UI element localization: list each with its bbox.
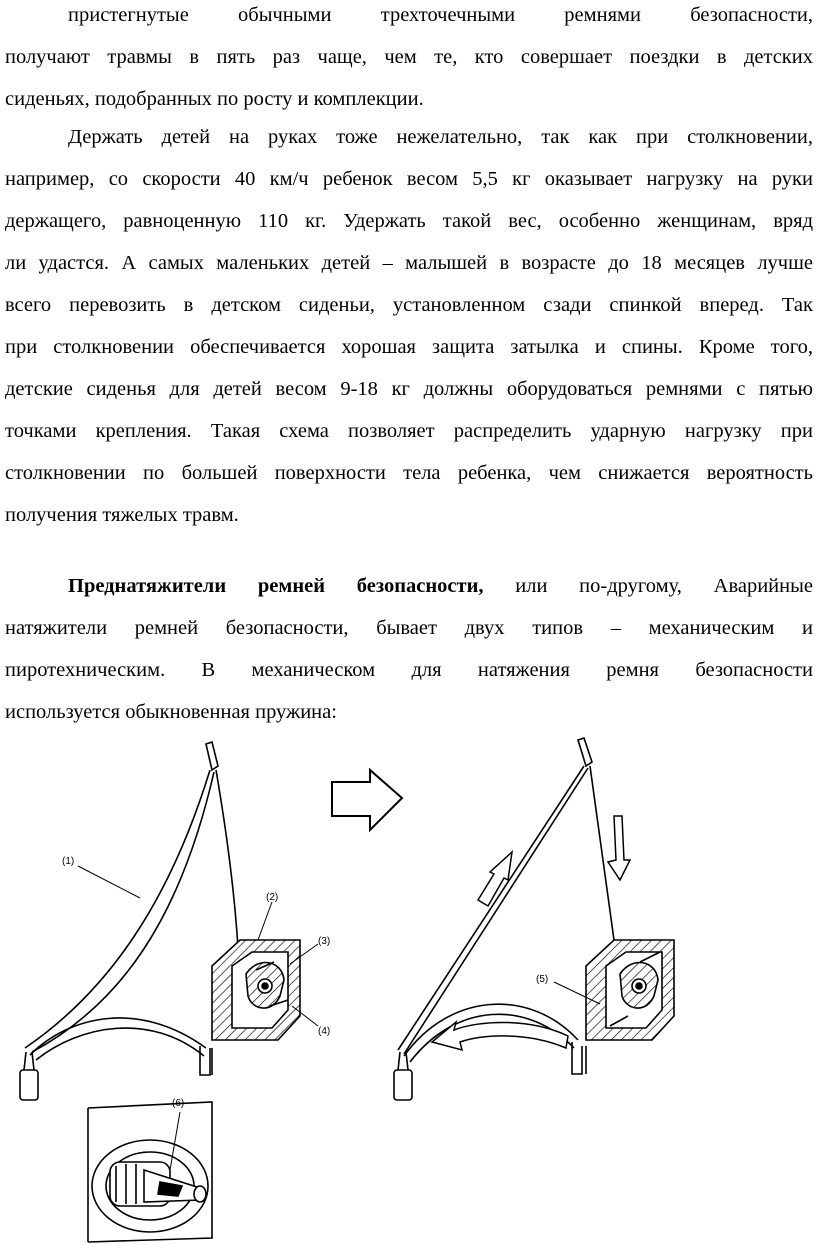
paragraph-3: [5, 565, 813, 733]
paragraph-2: [5, 116, 813, 536]
text-line: пиротехническим. В механическом для натяжения ремня безопасности: [5, 659, 813, 681]
label-5: (5): [536, 974, 549, 985]
pretensioner-figure: [0, 730, 816, 1245]
text-line: ли удастся. А самых маленьких детей – малышей в возрасте до 18 месяцев лучше: [5, 252, 813, 274]
text-line: при столкновении обеспечивается хорошая защита затылка и спины. Кроме того,: [5, 336, 813, 358]
text-line: сиденьях, подобранных по росту и комплекции.: [5, 88, 424, 110]
text-line: точками крепления. Такая схема позволяет распределить ударную нагрузку при: [5, 420, 813, 442]
label-1: (1): [62, 856, 75, 867]
curved-arrow-icon: [432, 1022, 568, 1050]
label-3: (3): [318, 936, 331, 947]
up-arrow-icon: [478, 852, 512, 906]
retractor-housing-active: [586, 940, 674, 1040]
text-line: [5, 565, 813, 607]
text-fragment: или по-другому, Аварийные: [483, 575, 814, 597]
label-4: (4): [318, 1026, 331, 1037]
text-line: всего перевозить в детском сиденьи, установленном сзади спинкой вперед. Так: [5, 294, 813, 316]
paragraph-1: [5, 0, 813, 120]
transition-arrow-icon: [332, 770, 402, 830]
text-line: например, со скорости 40 км/ч ребенок весом 5,5 кг оказывает нагрузку на руки: [5, 168, 813, 190]
spring-detail-diagram: [88, 1102, 212, 1242]
down-arrow-icon: [608, 816, 630, 880]
text-line: столкновении по большей поверхности тела ребенка, чем снижается вероятность: [5, 462, 813, 484]
label-2: (2): [266, 892, 279, 903]
retractor-housing-rest: [212, 940, 300, 1040]
text-line: Держать детей на руках тоже нежелательно, так как при столкновении,: [68, 126, 813, 148]
bold-term: Преднатяжители ремней безопасности,: [68, 575, 484, 597]
label-6: (6): [172, 1098, 185, 1109]
belt-rest-diagram: [20, 742, 238, 1100]
text-line: получают травмы в пять раз чаще, чем те, кто совершает поездки в детских: [5, 46, 813, 68]
text-line: используется обыкновенная пружина:: [5, 701, 337, 723]
text-line: держащего, равноценную 110 кг. Удержать такой вес, особенно женщинам, вряд: [5, 210, 813, 232]
text-line: пристегнутые обычными трехточечными ремнями безопасности,: [68, 4, 813, 26]
belt-tensioned-diagram: [394, 738, 614, 1100]
text-line: детские сиденья для детей весом 9-18 кг должны оборудоваться ремнями с пятью: [5, 378, 813, 400]
text-line: натяжители ремней безопасности, бывает двух типов – механическим и: [5, 617, 813, 639]
text-line: получения тяжелых травм.: [5, 504, 239, 526]
